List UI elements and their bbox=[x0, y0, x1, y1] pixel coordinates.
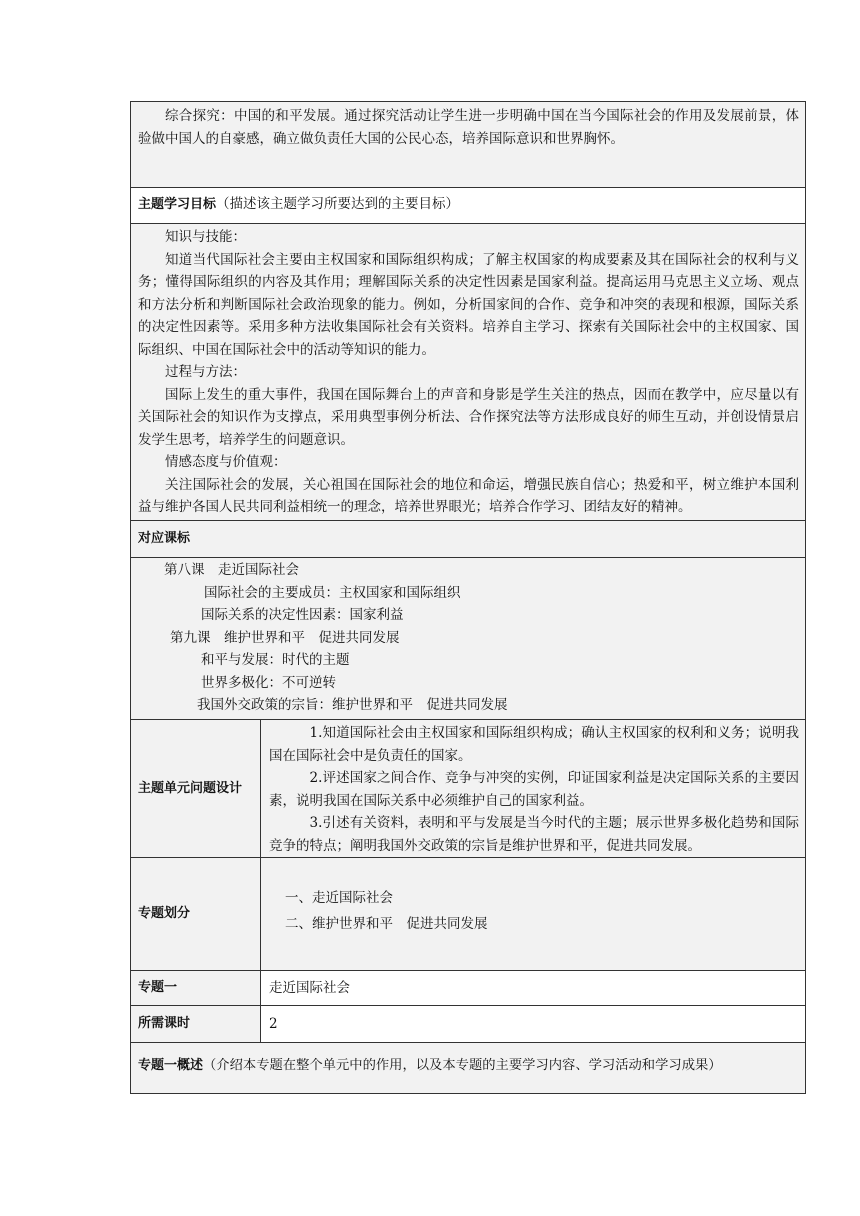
objectives-heading-cell bbox=[131, 188, 806, 224]
division-row bbox=[131, 858, 806, 971]
question-item: 1.知道国际社会由主权国家和国际组织构成；确认主权国家的权利和义务；说明我国在国际社会中是负责任的国家。 bbox=[269, 725, 799, 764]
standards-body-cell bbox=[131, 558, 806, 720]
question-item: 3.引述有关资料，表明和平与发展是当今时代的主题；展示世界多极化趋势和国际竞争的特点；阐明我国外交政策的宗旨是维护世界和平，促进共同发展。 bbox=[269, 815, 799, 854]
intro-row bbox=[131, 102, 806, 188]
division-content-cell bbox=[261, 858, 806, 971]
knowledge-label: 知识与技能： bbox=[165, 229, 246, 245]
intro-cell bbox=[131, 102, 806, 188]
attitude-label: 情感态度与价值观： bbox=[165, 454, 287, 470]
process-label: 过程与方法： bbox=[165, 364, 246, 380]
hours-value: 2 bbox=[269, 1015, 278, 1032]
intro-text: 综合探究：中国的和平发展。通过探究活动让学生进一步明确中国在当今国际社会的作用及发展前景，体验做中国人的自豪感，确立做负责任大国的公民心态，培养国际意识和世界胸怀。 bbox=[138, 108, 799, 147]
hours-label: 所需课时 bbox=[138, 1016, 191, 1032]
standards-heading-row bbox=[131, 521, 806, 558]
standards-line: 第九课 维护世界和平 促进共同发展 bbox=[170, 629, 400, 646]
division-label: 专题划分 bbox=[138, 906, 191, 922]
overview-cell bbox=[131, 1043, 806, 1094]
topic1-value-cell bbox=[261, 971, 806, 1006]
standards-line: 和平与发展：时代的主题 bbox=[201, 652, 350, 668]
standards-heading: 对应课标 bbox=[138, 531, 191, 546]
division-label-cell bbox=[131, 858, 261, 971]
standards-line: 世界多极化：不可逆转 bbox=[201, 674, 336, 691]
objectives-body-row bbox=[131, 224, 806, 521]
overview-note: （介绍本专题在整个单元中的作用，以及本专题的主要学习内容、学习活动和学习成果） bbox=[203, 1058, 722, 1074]
hours-label-cell bbox=[131, 1006, 261, 1043]
standards-heading-cell bbox=[131, 521, 806, 558]
objectives-heading-note: （描述该主题学习所要达到的主要目标） bbox=[216, 196, 460, 212]
standards-line: 国际关系的决定性因素：国家利益 bbox=[201, 607, 404, 623]
topic1-value: 走近国际社会 bbox=[269, 979, 350, 996]
questions-label-cell bbox=[131, 720, 261, 858]
objectives-heading-row bbox=[131, 188, 806, 224]
question-item: 2.评述国家之间合作、竞争与冲突的实例，印证国家利益是决定国际关系的主要因素，说明我国在国际关系中必须维护自己的国家利益。 bbox=[269, 770, 799, 809]
division-item: 二、维护世界和平 促进共同发展 bbox=[285, 916, 488, 932]
topic1-label: 专题一 bbox=[138, 980, 178, 996]
standards-line: 国际社会的主要成员：主权国家和国际组织 bbox=[204, 584, 461, 601]
objectives-body-cell bbox=[131, 224, 806, 521]
knowledge-text: 知道当代国际社会主要由主权国家和国际组织构成；了解主权国家的构成要素及其在国际社会的权利与义务；懂得国际组织的内容及其作用；理解国际关系的决定性因素是国家利益。提高运用马克思主义立场、观点和方法分析和判断国际社会政治现象的能力。例如，分析国家间的合作、竞争和冲突的表现和根源，国际关系的决定性因素等。采用多种方法收集国际社会有关资料。培养自主学习、探索有关国际社会中的主权国家、国际组织、中国在国际社会中的活动等知识的能力。 bbox=[138, 251, 799, 358]
standards-body-row bbox=[131, 558, 806, 720]
overview-row bbox=[131, 1043, 806, 1094]
questions-row bbox=[131, 720, 806, 858]
standards-line: 我国外交政策的宗旨：维护世界和平 促进共同发展 bbox=[197, 697, 508, 713]
standards-line: 第八课 走近国际社会 bbox=[164, 562, 299, 578]
questions-content-cell bbox=[261, 720, 806, 858]
objectives-heading: 主题学习目标 bbox=[138, 197, 217, 212]
questions-label: 主题单元问题设计 bbox=[138, 780, 243, 796]
process-text: 国际上发生的重大事件，我国在国际舞台上的声音和身影是学生关注的热点，因而在教学中，应尽量以有关国际社会的知识作为支撑点，采用典型事例分析法、合作探究法等方法形成良好的师生互动，并创设情景启发学生思考，培养学生的问题意识。 bbox=[138, 386, 799, 448]
unit-design-table bbox=[130, 101, 806, 1094]
hours-value-cell bbox=[261, 1006, 806, 1043]
attitude-text: 关注国际社会的发展，关心祖国在国际社会的地位和命运，增强民族自信心；热爱和平，树立维护本国利益与维护各国人民共同利益相统一的理念，培养世界眼光；培养合作学习、团结友好的精神。 bbox=[138, 476, 799, 515]
overview-label: 专题一概述 bbox=[138, 1058, 204, 1074]
hours-row bbox=[131, 1006, 806, 1043]
topic1-label-cell bbox=[131, 971, 261, 1006]
division-item: 一、走近国际社会 bbox=[285, 890, 393, 906]
topic1-row bbox=[131, 971, 806, 1006]
